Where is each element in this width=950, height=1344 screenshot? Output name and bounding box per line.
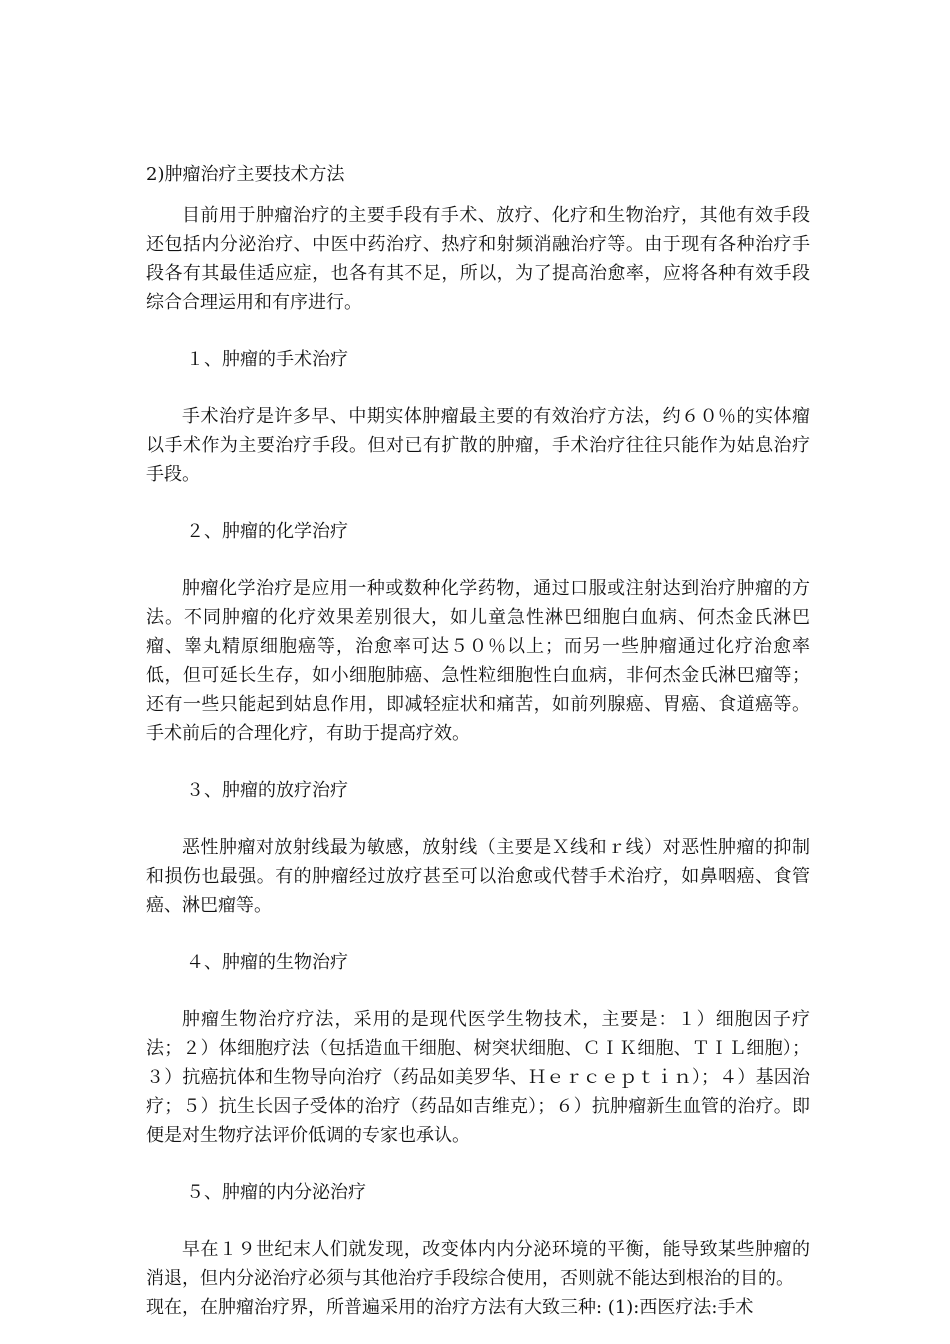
document-page: [146, 160, 810, 1322]
section-title: 2)肿瘤治疗主要技术方法: [146, 164, 345, 185]
paragraph-surgery: 手术治疗是许多早、中期实体肿瘤最主要的有效治疗方法，约６０％的实体瘤以手术作为主要治疗手段。但对已有扩散的肿瘤，手术治疗往往只能作为姑息治疗手段。: [146, 406, 810, 485]
paragraph-biotherapy: 肿瘤生物治疗疗法，采用的是现代医学生物技术，主要是：１）细胞因子疗法；２）体细胞疗法（包括造血干细胞、树突状细胞、ＣＩＫ细胞、ＴＩＬ细胞）；３）抗癌抗体和生物导向治疗（药品如美罗华、Ｈｅｒｃｅｐｔｉｎ）；４）基因治疗；５）抗生长因子受体的治疗（药品如吉维克）；６）抗肿瘤新生血管的治疗。即便是对生物疗法评价低调的专家也承认。: [146, 1009, 810, 1146]
paragraph-endocrine: 早在１９世纪末人们就发现，改变体内内分泌环境的平衡，能导致某些肿瘤的消退，但内分泌治疗必须与其他治疗手段综合使用，否则就不能达到根治的目的。: [146, 1239, 810, 1289]
heading-radiotherapy: ３、肿瘤的放疗治疗: [186, 780, 348, 801]
heading-surgery: １、肿瘤的手术治疗: [186, 349, 348, 370]
paragraph-radiotherapy: 恶性肿瘤对放射线最为敏感，放射线（主要是Ｘ线和ｒ线）对恶性肿瘤的抑制和损伤也最强。有的肿瘤经过放疗甚至可以治愈或代替手术治疗，如鼻咽癌、食管癌、淋巴瘤等。: [146, 837, 810, 916]
heading-endocrine: ５、肿瘤的内分泌治疗: [186, 1182, 366, 1203]
intro-paragraph: 目前用于肿瘤治疗的主要手段有手术、放疗、化疗和生物治疗，其他有效手段还包括内分泌治疗、中医中药治疗、热疗和射频消融治疗等。由于现有各种治疗手段各有其最佳适应症，也各有其不足，所以，为了提高治愈率，应将各种有效手段综合合理运用和有序进行。: [146, 205, 810, 313]
heading-chemotherapy: ２、肿瘤的化学治疗: [186, 521, 348, 542]
heading-biotherapy: ４、肿瘤的生物治疗: [186, 952, 348, 973]
paragraph-chemotherapy: 肿瘤化学治疗是应用一种或数种化学药物，通过口服或注射达到治疗肿瘤的方法。不同肿瘤的化疗效果差别很大，如儿童急性淋巴细胞白血病、何杰金氏淋巴瘤、睾丸精原细胞癌等，治愈率可达５０％以上；而另一些肿瘤通过化疗治愈率低，但可延长生存，如小细胞肺癌、急性粒细胞性白血病，非何杰金氏淋巴瘤等；还有一些只能起到姑息作用，即减轻症状和痛苦，如前列腺癌、胃癌、食道癌等。手术前后的合理化疗，有助于提高疗效。: [146, 578, 810, 744]
closing-line: 现在，在肿瘤治疗界，所普遍采用的治疗方法有大致三种: (1):西医疗法:手术: [146, 1297, 754, 1318]
